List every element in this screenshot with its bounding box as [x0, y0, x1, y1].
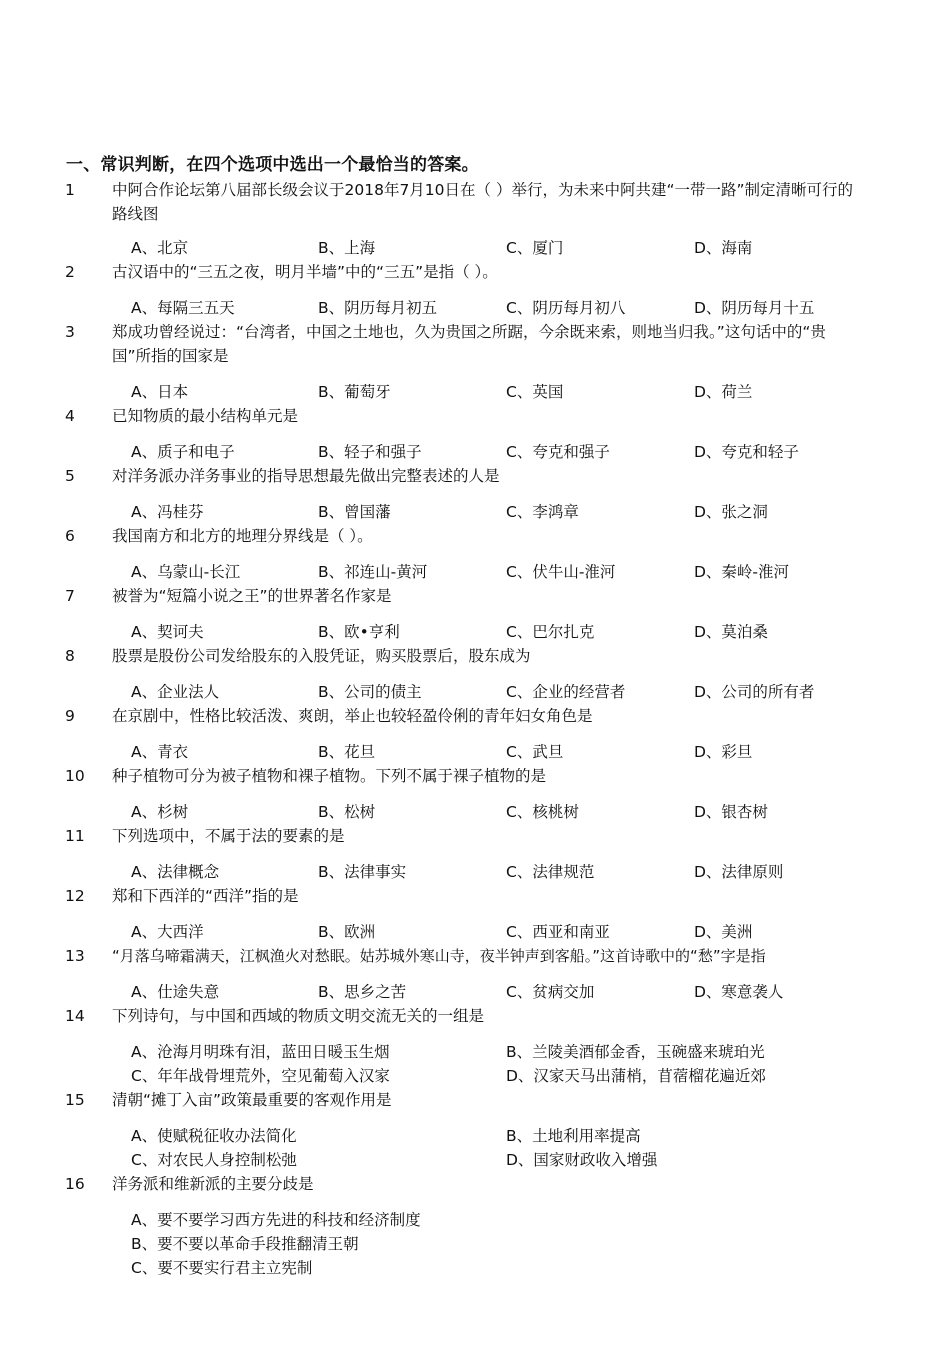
question-number: 15	[65, 1091, 85, 1109]
option-b: B、要不要以革命手段推翻清王朝	[131, 1235, 359, 1253]
question-number: 1	[65, 181, 75, 199]
option-d: D、夸克和轻子	[694, 443, 799, 461]
option-b: B、曾国藩	[318, 503, 391, 521]
option-c: C、核桃树	[506, 803, 579, 821]
question-text: “月落乌啼霜满天，江枫渔火对愁眠。姑苏城外寒山寺，夜半钟声到客船。”这首诗歌中的“愁”字是指	[112, 947, 766, 965]
question-number: 9	[65, 707, 75, 725]
question-number: 13	[65, 947, 85, 965]
option-d: D、美洲	[694, 923, 753, 941]
option-c: C、武旦	[506, 743, 564, 761]
option-c: C、夸克和强子	[506, 443, 610, 461]
question-text: 郑和下西洋的“西洋”指的是	[112, 887, 299, 905]
option-d: D、公司的所有者	[694, 683, 815, 701]
question-text: 已知物质的最小结构单元是	[112, 407, 299, 425]
option-b: B、葡萄牙	[318, 383, 391, 401]
option-b: B、思乡之苦	[318, 983, 407, 1001]
option-a: A、乌蒙山-长江	[131, 563, 241, 581]
question-number: 14	[65, 1007, 85, 1025]
question-number: 11	[65, 827, 85, 845]
option-a: A、要不要学习西方先进的科技和经济制度	[131, 1211, 421, 1229]
option-d: D、阴历每月十五	[694, 299, 815, 317]
question-number: 4	[65, 407, 75, 425]
option-d: D、海南	[694, 239, 753, 257]
question-number: 12	[65, 887, 85, 905]
question-text: 清朝“摊丁入亩”政策最重要的客观作用是	[112, 1091, 392, 1109]
option-a: A、杉树	[131, 803, 189, 821]
option-a: A、北京	[131, 239, 189, 257]
option-a: A、沧海月明珠有泪，蓝田日暖玉生烟	[131, 1043, 390, 1061]
question-text: 股票是股份公司发给股东的入股凭证，购买股票后，股东成为	[112, 647, 531, 665]
option-d: D、彩旦	[694, 743, 753, 761]
question-number: 5	[65, 467, 75, 485]
option-a: A、冯桂芬	[131, 503, 204, 521]
option-b: B、欧洲	[318, 923, 376, 941]
option-c: C、企业的经营者	[506, 683, 626, 701]
option-c: C、贫病交加	[506, 983, 595, 1001]
option-c: C、巴尔扎克	[506, 623, 595, 641]
section-title: 一、常识判断，在四个选项中选出一个最恰当的答案。	[66, 155, 479, 175]
option-a: A、法律概念	[131, 863, 220, 881]
option-b: B、松树	[318, 803, 376, 821]
option-c: C、法律规范	[506, 863, 595, 881]
option-a: A、每隔三五天	[131, 299, 235, 317]
option-d: D、莫泊桑	[694, 623, 768, 641]
question-number: 7	[65, 587, 75, 605]
question-number: 3	[65, 323, 75, 341]
option-b: B、土地利用率提高	[506, 1127, 641, 1145]
option-d: D、秦岭-淮河	[694, 563, 790, 581]
option-d: D、银杏树	[694, 803, 768, 821]
option-b: B、兰陵美酒郁金香，玉碗盛来琥珀光	[506, 1043, 765, 1061]
option-b: B、阴历每月初五	[318, 299, 438, 317]
option-a: A、大西洋	[131, 923, 204, 941]
question-text: 中阿合作论坛第八届部长级会议于2018年7月10日在（ ）举行，为未来中阿共建“一带一路”制定清晰可行的路线图	[112, 181, 854, 223]
option-d: D、张之洞	[694, 503, 768, 521]
option-b: B、祁连山-黄河	[318, 563, 428, 581]
question-text: 被誉为“短篇小说之王”的世界著名作家是	[112, 587, 392, 605]
option-c: C、年年战骨埋荒外，空见葡萄入汉家	[131, 1067, 390, 1085]
option-c: C、阴历每月初八	[506, 299, 626, 317]
option-c: C、伏牛山-淮河	[506, 563, 616, 581]
question-text: 我国南方和北方的地理分界线是（ ）。	[112, 527, 373, 545]
question-text: 种子植物可分为被子植物和裸子植物。下列不属于裸子植物的是	[112, 767, 547, 785]
option-a: A、企业法人	[131, 683, 220, 701]
option-b: B、上海	[318, 239, 376, 257]
question-number: 2	[65, 263, 75, 281]
question-text: 洋务派和维新派的主要分歧是	[112, 1175, 314, 1193]
option-b: B、公司的债主	[318, 683, 422, 701]
option-a: A、青衣	[131, 743, 189, 761]
question-number: 8	[65, 647, 75, 665]
option-a: A、日本	[131, 383, 189, 401]
question-number: 16	[65, 1175, 85, 1193]
question-text: 下列诗句，与中国和西域的物质文明交流无关的一组是	[112, 1007, 485, 1025]
option-a: A、契诃夫	[131, 623, 204, 641]
option-c: C、英国	[506, 383, 564, 401]
option-d: D、荷兰	[694, 383, 753, 401]
option-b: B、法律事实	[318, 863, 407, 881]
option-d: D、国家财政收入增强	[506, 1151, 658, 1169]
question-number: 6	[65, 527, 75, 545]
option-c: C、厦门	[506, 239, 564, 257]
option-a: A、质子和电子	[131, 443, 235, 461]
question-text: 在京剧中，性格比较活泼、爽朗，举止也较轻盈伶俐的青年妇女角色是	[112, 707, 593, 725]
option-c: C、李鸿章	[506, 503, 579, 521]
question-number: 10	[65, 767, 85, 785]
option-d: D、汉家天马出蒲梢，苜蓿榴花遍近郊	[506, 1067, 766, 1085]
option-b: B、欧•亨利	[318, 623, 400, 641]
question-text: 郑成功曾经说过：“台湾者，中国之土地也，久为贵国之所踞，今余既来索，则地当归我。”这句话中的“贵国”所指的国家是	[112, 323, 826, 365]
option-b: B、花旦	[318, 743, 376, 761]
question-text: 古汉语中的“三五之夜，明月半墙”中的“三五”是指（ ）。	[112, 263, 498, 281]
option-d: D、寒意袭人	[694, 983, 784, 1001]
option-b: B、轻子和强子	[318, 443, 422, 461]
option-a: A、仕途失意	[131, 983, 220, 1001]
option-c: C、对农民人身控制松弛	[131, 1151, 297, 1169]
option-c: C、要不要实行君主立宪制	[131, 1259, 313, 1277]
option-c: C、西亚和南亚	[506, 923, 610, 941]
option-a: A、使赋税征收办法简化	[131, 1127, 297, 1145]
question-text: 对洋务派办洋务事业的指导思想最先做出完整表述的人是	[112, 467, 500, 485]
question-text: 下列选项中，不属于法的要素的是	[112, 827, 345, 845]
option-d: D、法律原则	[694, 863, 784, 881]
